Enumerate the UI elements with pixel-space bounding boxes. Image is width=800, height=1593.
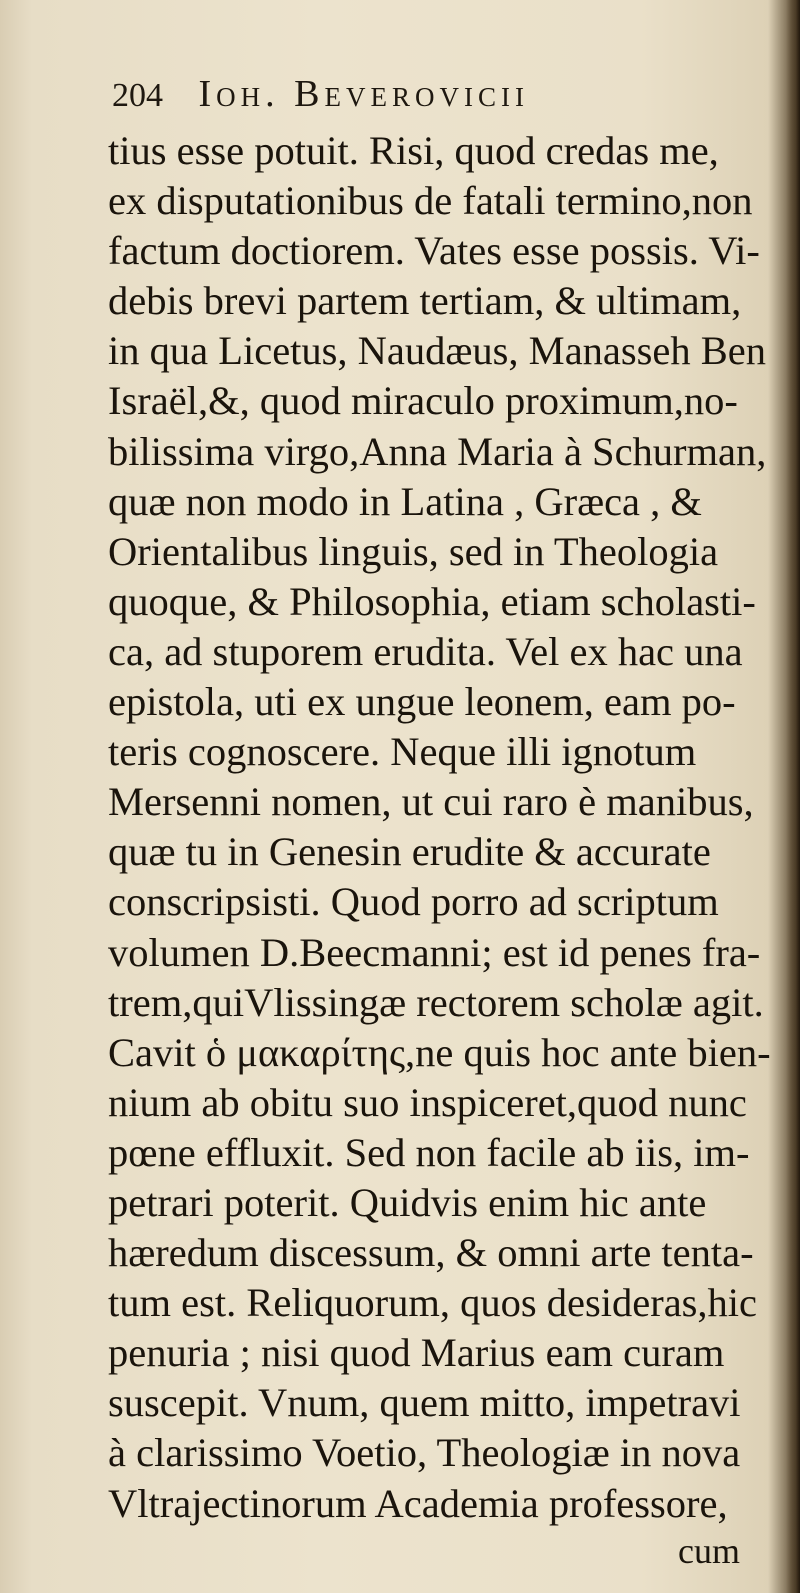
text-line: quæ non modo in Latina , Græca , & bbox=[108, 478, 702, 524]
page-number: 204 bbox=[112, 77, 163, 114]
text-line: factum doctiorem. Vates esse possis. Vi- bbox=[108, 228, 760, 274]
text-line: penuria ; nisi quod Marius eam curam bbox=[108, 1330, 725, 1376]
text-line: Israël,&, quod miraculo proximum,no- bbox=[108, 378, 738, 424]
text-line: teris cognoscere. Neque illi ignotum bbox=[108, 729, 697, 775]
text-line: quoque, & Philosophia, etiam scholasti- bbox=[108, 578, 756, 624]
text-line: tum est. Reliquorum, quos desideras,hic bbox=[108, 1280, 758, 1326]
text-line: à clarissimo Voetio, Theologiæ in nova bbox=[108, 1430, 741, 1476]
text-line: Vltrajectinorum Academia professore, bbox=[108, 1480, 728, 1526]
text-line: Cavit ὁ μακαρίτης,ne quis hoc ante bien- bbox=[108, 1029, 771, 1075]
text-line: tius esse potuit. Risi, quod credas me, bbox=[108, 128, 719, 173]
text-line: epistola, uti ex ungue leonem, eam po- bbox=[108, 679, 736, 725]
text-line: in qua Licetus, Naudæus, Manasseh Ben bbox=[108, 328, 767, 374]
text-line: suscepit. Vnum, quem mitto, impetravi bbox=[108, 1380, 741, 1426]
catchword: cum bbox=[678, 1531, 740, 1571]
text-line: pœne effluxit. Sed non facile ab iis, im- bbox=[108, 1129, 750, 1175]
text-line: Orientalibus linguis, sed in Theologia bbox=[108, 528, 719, 574]
text-line: petrari poterit. Quidvis enim hic ante bbox=[108, 1179, 707, 1225]
text-line: quæ tu in Genesin erudite & accurate bbox=[108, 829, 711, 875]
text-line: volumen D.Beecmanni; est id penes fra- bbox=[108, 929, 761, 975]
text-line: trem,quiVlissingæ rectorem scholæ agit. bbox=[108, 979, 764, 1025]
text-line: conscripsisti. Quod porro ad scriptum bbox=[108, 879, 719, 925]
page-edge-shadow bbox=[786, 0, 800, 1593]
text-line: hæredum discessum, & omni arte tenta- bbox=[108, 1230, 754, 1276]
text-line: ex disputationibus de fatali termino,non bbox=[108, 178, 753, 224]
running-head bbox=[112, 72, 712, 132]
text-line: nium ab obitu suo inspiceret,quod nunc bbox=[108, 1079, 747, 1125]
text-line: Mersenni nomen, ut cui raro è manibus, bbox=[108, 779, 754, 825]
text-line: ca, ad stuporem erudita. Vel ex hac una bbox=[108, 628, 743, 674]
running-title: Ioh. Beverovicii bbox=[198, 73, 529, 115]
text-line: bilissima virgo,Anna Maria à Schurman, bbox=[108, 428, 767, 474]
text-line: debis brevi partem tertiam, & ultimam, bbox=[108, 278, 742, 324]
body-text bbox=[108, 126, 798, 1529]
